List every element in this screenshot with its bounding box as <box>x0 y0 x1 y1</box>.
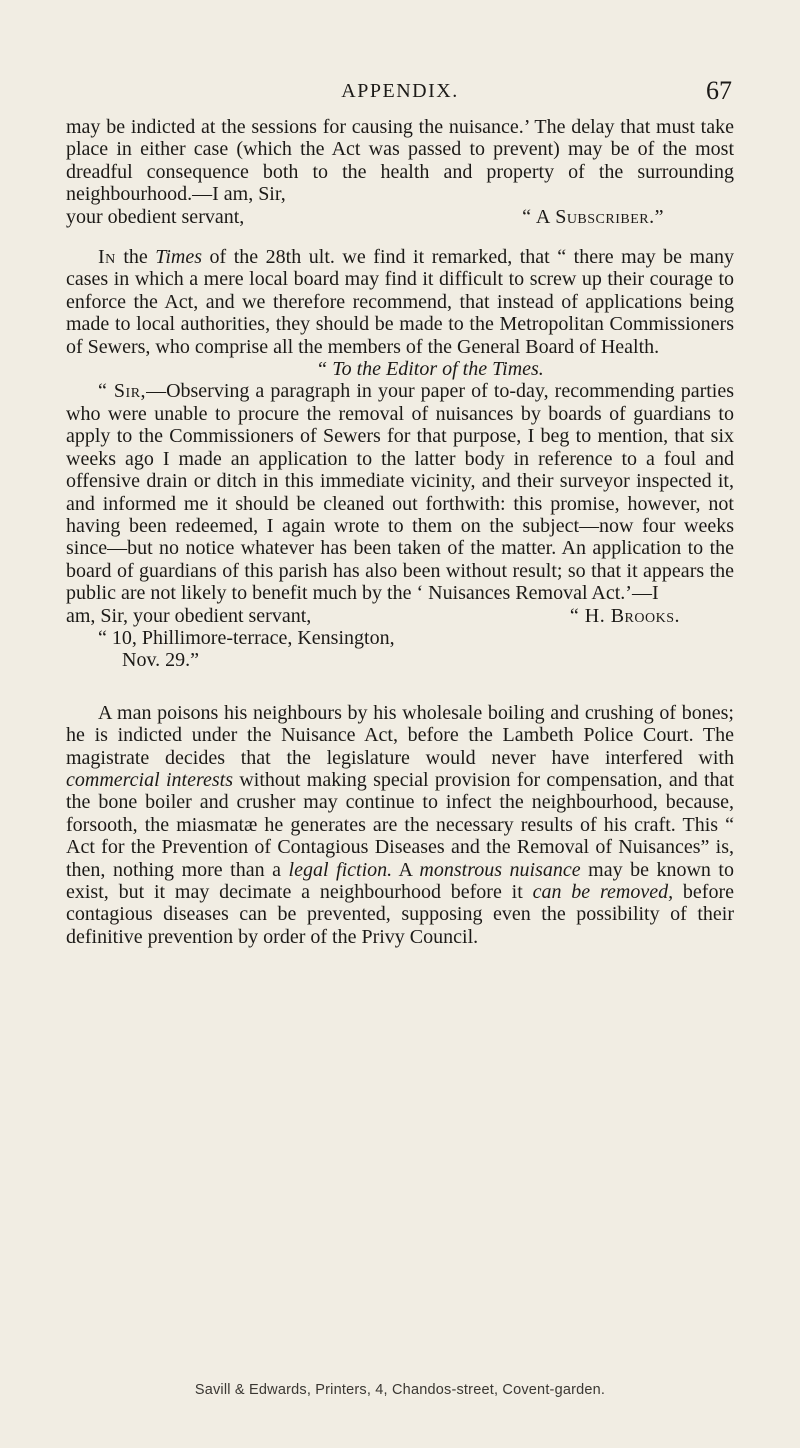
letter-body: “ Sir,—Observing a paragraph in your paper of to-day, recommending parties who were unable to procure the removal of nuisances by boards of guardians to apply to the Commissioners of Sewers for that purpose, I beg to mention, that six weeks ago I made an application to the latter body in reference to a foul and offensive drain or ditch in this immediate vicinity, and their surveyor inspected it, and informed me it should be cleaned out forthwith: this promise, however, not having been redeemed, I again wrote to them on the subject—now four weeks since—but no notice whatever has been taken of the matter. An application to the board of guardians of this parish has also been without result; so that it appears the public are not likely to benefit much by the ‘ Nuisances Removal Act.’—I <box>66 380 735 605</box>
letter-address: “ 10, Phillimore-terrace, Kensington, <box>98 626 395 649</box>
running-title: APPENDIX. <box>341 80 459 102</box>
signature-brooks: “ H. Brooks. <box>569 604 680 627</box>
emphasis-commercial-interests: commercial interests <box>66 768 234 791</box>
letter-signature-line <box>66 605 734 627</box>
signature-line <box>66 206 734 228</box>
newspaper-name: Times <box>155 246 202 269</box>
closing-text: your obedient servant, <box>66 205 245 228</box>
signature-subscriber: “ A Subscriber.” <box>522 205 664 228</box>
page-body <box>66 116 734 948</box>
letter-closing: am, Sir, your obedient servant, <box>66 604 312 627</box>
emphasis-monstrous-nuisance: monstrous nuisance <box>419 858 581 881</box>
emphasis-legal-fiction: legal fiction. <box>288 858 393 881</box>
letter-salutation: “ To the Editor of the Times. <box>316 358 544 381</box>
page-number: 67 <box>706 76 732 105</box>
paragraph-lead-word: In <box>98 246 116 269</box>
printer-imprint: Savill & Edwards, Printers, 4, Chandos-street, Covent-garden. <box>194 1382 606 1398</box>
paragraph-continuation: may be indicted at the sessions for causing the nuisance.’ The delay that must take place in either case (which the Act was passed to prevent) may be of the most dreadful consequence both to the health and property of the surrounding neighbourhood.—I am, Sir, <box>66 116 734 206</box>
emphasis-can-be-removed: can be removed, <box>532 881 674 903</box>
letter-sir: “ Sir, <box>98 380 147 403</box>
book-page <box>66 0 734 1448</box>
page-header <box>66 78 734 112</box>
paragraph-bone-boiler: A man poisons his neighbours by his wholesale boiling and crushing of bones; he is indicted under the Nuisance Act, before the Lambeth Police Court. The magistrate decides that the legislature would never have interfered with commercial interests without making special provision for compensation, and that the bone boiler and crusher may continue to infect the neighbourhood, because, forsooth, the miasmatæ he generates are the necessary results of his craft. This “ Act for the Prevention of Contagious Diseases and the Removal of Nuisances” is, then, nothing more than a legal fiction. A monstrous nuisance may be known to exist, but it may decimate a neighbourhood before it can be removed, before contagious diseases can be prevented, supposing even the possibility of their definitive prevention by order of the Privy Council. <box>66 701 735 948</box>
paragraph-times-remark: In the Times of the 28th ult. we find it remarked, that “ there may be many cases in which a mere local board may find it difficult to screw up their courage to enforce the Act, and we therefore recommend, that instead of applications being made to local authorities, they should be made to the Metropolitan Commissioners of Sewers, who comprise all the members of the General Board of Health. <box>66 246 734 358</box>
letter-date: Nov. 29.” <box>122 649 200 672</box>
